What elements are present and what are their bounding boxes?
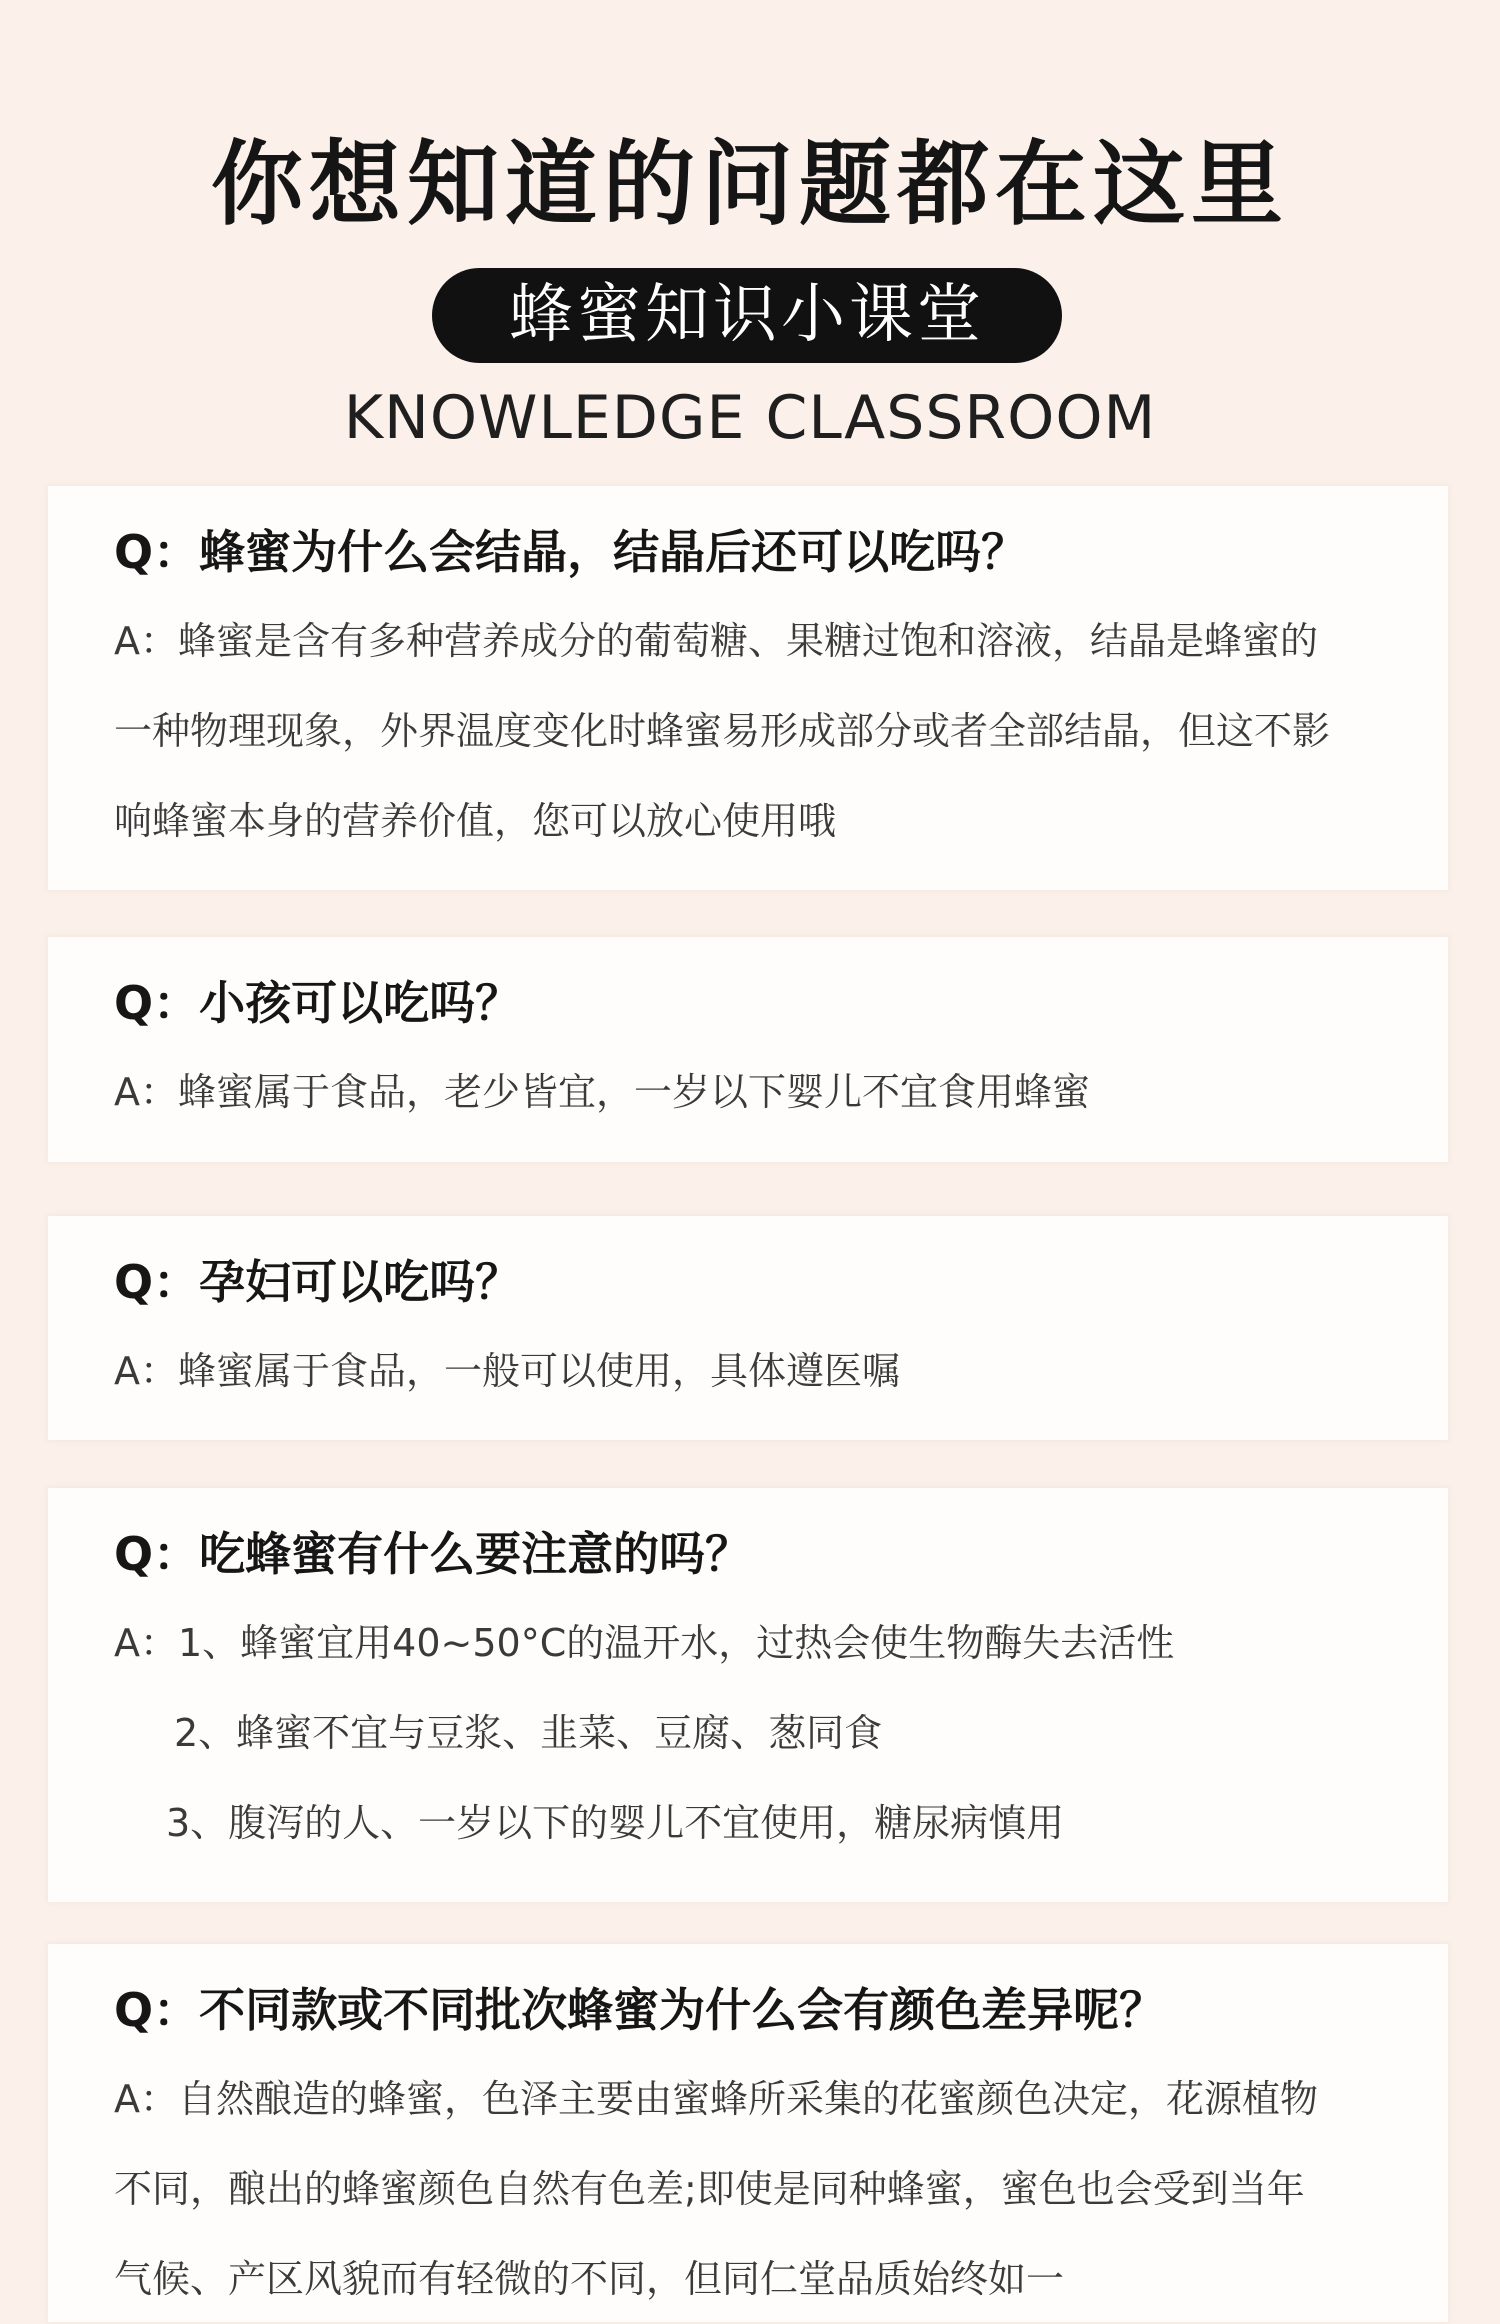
- faq-card-children: [48, 937, 1448, 1162]
- faq-question: Q：蜂蜜为什么会结晶，结晶后还可以吃吗？: [114, 525, 1028, 579]
- faq-answer-line: A：蜂蜜属于食品，老少皆宜，一岁以下婴儿不宜食用蜂蜜: [114, 1070, 1090, 1114]
- faq-answer: [114, 1047, 1408, 1137]
- faq-answer-line: 不同，酿出的蜂蜜颜色自然有色差;即使是同种蜂蜜，蜜色也会受到当年: [114, 2167, 1305, 2211]
- faq-answer-line: 3、腹泻的人、一岁以下的婴儿不宜使用，糖尿病慎用: [166, 1801, 1065, 1845]
- faq-question: Q：孕妇可以吃吗？: [114, 1255, 522, 1309]
- faq-answer-line: 一种物理现象，外界温度变化时蜂蜜易形成部分或者全部结晶，但这不影: [114, 709, 1331, 753]
- faq-question: Q：不同款或不同批次蜂蜜为什么会有颜色差异呢？: [114, 1983, 1166, 2037]
- faq-answer-line: 响蜂蜜本身的营养价值，您可以放心使用哦: [114, 799, 837, 843]
- faq-answer-line: 气候、产区风貌而有轻微的不同，但同仁堂品质始终如一: [114, 2257, 1065, 2301]
- faq-answer: [114, 596, 1408, 866]
- faq-answer-line: A：1、蜂蜜宜用40~50°C的温开水，过热会使生物酶失去活性: [114, 1621, 1175, 1665]
- faq-answer-line: 2、蜂蜜不宜与豆浆、韭菜、豆腐、葱同食: [174, 1711, 883, 1755]
- faq-card-color-difference: [48, 1944, 1448, 2322]
- faq-answer-line: A：蜂蜜是含有多种营养成分的葡萄糖、果糖过饱和溶液，结晶是蜂蜜的: [114, 619, 1318, 663]
- faq-card-crystallization: [48, 486, 1448, 890]
- faq-question: Q：吃蜂蜜有什么要注意的吗？: [114, 1527, 752, 1581]
- faq-card-pregnancy: [48, 1216, 1448, 1440]
- page-header: [0, 0, 1500, 480]
- page-title: 你想知道的问题都在这里: [210, 131, 1289, 238]
- faq-card-precautions: [48, 1488, 1448, 1902]
- faq-answer: [114, 1326, 1408, 1416]
- faq-answer-line: A：蜂蜜属于食品，一般可以使用，具体遵医嘱: [114, 1349, 900, 1393]
- faq-question: Q：小孩可以吃吗？: [114, 976, 522, 1030]
- faq-answer: [114, 2054, 1408, 2324]
- section-badge: 蜂蜜知识小课堂: [432, 268, 1062, 363]
- section-subtitle: KNOWLEDGE CLASSROOM: [343, 383, 1157, 453]
- faq-answer: [114, 1598, 1408, 1868]
- faq-answer-line: A：自然酿造的蜂蜜，色泽主要由蜜蜂所采集的花蜜颜色决定，花源植物: [114, 2077, 1318, 2121]
